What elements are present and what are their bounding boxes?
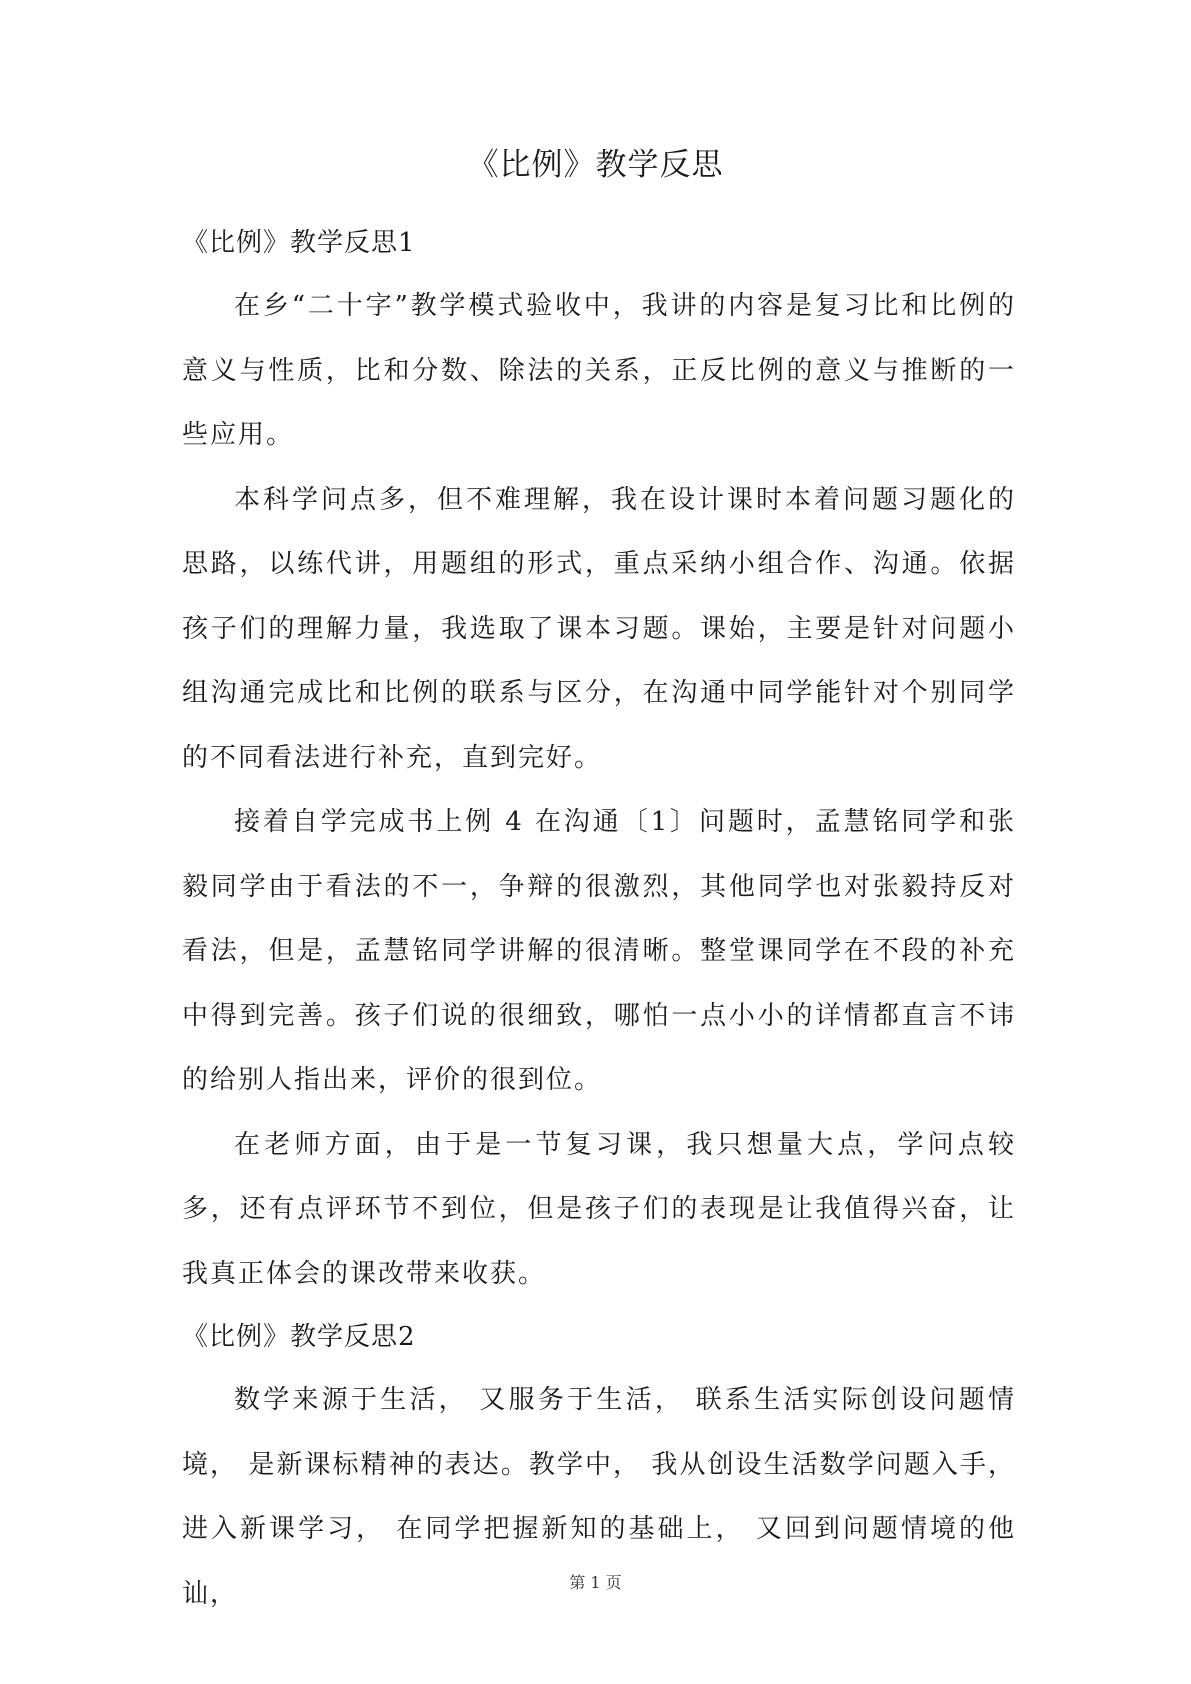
paragraph: 在老师方面，由于是一节复习课，我只想量大点，学问点较多，还有点评环节不到位，但是孩子们的表现是让我值得兴奋，让我真正体会的课改带来收获。 bbox=[182, 1129, 1016, 1289]
document-title: 《比例》教学反思 bbox=[467, 147, 724, 183]
section-heading: 《比例》教学反思1 bbox=[182, 228, 416, 258]
paragraph: 接着自学完成书上例 4 在沟通〔1〕问题时，孟慧铭同学和张毅同学由于看法的不一，争辩的很激烈，其他同学也对张毅持反对看法，但是，孟慧铭同学讲解的很清晰。整堂课同学在不段的补充中得到完善。孩子们说的很细致，哪怕一点小小的详情都直言不讳的给别人指出来，评价的很到位。 bbox=[182, 807, 1016, 1095]
paragraph: 在乡“二十字”教学模式验收中，我讲的内容是复习比和比例的意义与性质，比和分数、除法的关系，正反比例的意义与推断的一些应用。 bbox=[182, 291, 1016, 450]
section-heading: 《比例》教学反思2 bbox=[182, 1322, 416, 1352]
document-body bbox=[182, 212, 1016, 1626]
section-1 bbox=[182, 212, 1016, 1306]
paragraph: 本科学问点多，但不难理解，我在设计课时本着问题习题化的思路，以练代讲，用题组的形式，重点采纳小组合作、沟通。依据孩子们的理解力量，我选取了课本习题。课始，主要是针对问题小组沟通完成比和比例的联系与区分，在沟通中同学能针对个别同学的不同看法进行补充，直到完好。 bbox=[182, 484, 1016, 773]
paragraph: 数学来源于生活， 又服务于生活， 联系生活实际创设问题情境， 是新课标精神的表达。教学中， 我从创设生活数学问题入手，进入新课学习， 在同学把握新知的基础上， 又回到问题情境的他讪， bbox=[182, 1385, 1016, 1609]
page-number: 第 1 页 bbox=[569, 1573, 622, 1592]
